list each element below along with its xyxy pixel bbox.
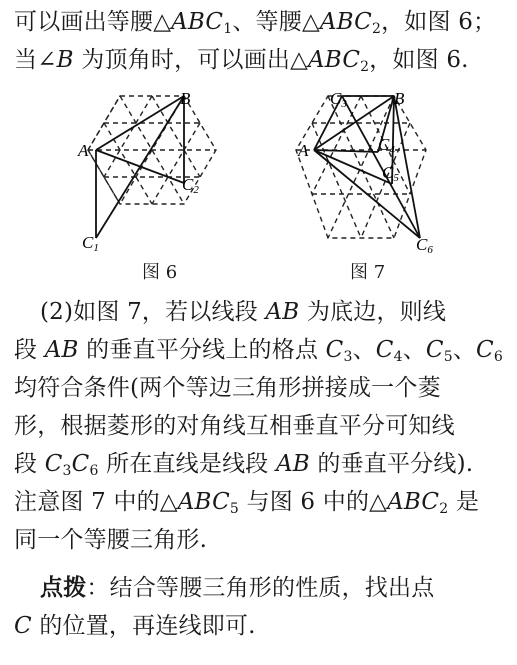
fig7-label-B: B (394, 89, 405, 108)
text-line-10 (40, 572, 506, 604)
figure-6-caption: 图 6 (142, 262, 178, 283)
fig6-label-C1: C1 (82, 233, 99, 254)
text-line-2 (14, 44, 506, 76)
figure-6 (80, 88, 240, 258)
fig7-label-C3: C3 (330, 89, 347, 110)
figure-7 (282, 88, 452, 258)
text-line-5: 均符合条件(两个等边三角形拼接成一个菱 (14, 375, 441, 401)
line-2-text: 当∠B 为顶角时，可以画出$\triangle ABC_2$，如图 6. (14, 47, 469, 75)
fig6-label-B: B (180, 89, 191, 108)
text-line-8 (14, 486, 506, 518)
text-line-1 (14, 6, 506, 38)
tip-text: ：结合等腰三角形的性质，找出点 (86, 575, 435, 601)
fig7-label-C6: C6 (416, 235, 433, 256)
fig6-label-A: A (78, 141, 89, 160)
line-4-text: 段 AB 的垂直平分线上的格点 $C_3$、$C_4$、$C_5$、$C_6$ (14, 337, 503, 365)
fig6-label-C2: C2 (182, 175, 199, 196)
fig7-label-C4: C4 (378, 135, 395, 156)
line-1-text: 可以画出等腰$\triangle ABC_1$、等腰$\triangle ABC_2$，如图 6； (14, 9, 497, 37)
line-3-text: (2)如图 7，若以线段 AB 为底边，则线 (40, 299, 447, 325)
text-line-3 (40, 296, 506, 328)
fig7-label-A: A (298, 141, 309, 160)
text-line-11 (14, 610, 506, 642)
text-line-9: 同一个等腰三角形. (14, 527, 208, 553)
tip-label: 点拨 (40, 575, 87, 601)
figure-7-caption: 图 7 (350, 262, 386, 283)
line-7-text: 段 $C_3C_6$ 所在直线是线段 AB 的垂直平分线). (14, 451, 474, 479)
fig7-label-C5: C5 (382, 163, 399, 184)
text-line-6: 形，根据菱形的对角线互相垂直平分可知线 (14, 413, 455, 439)
fig7-triangles (314, 96, 420, 238)
line-11-text: C 的位置，再连线即可. (14, 613, 256, 639)
line-8-text: 注意图 7 中的$\triangle ABC_5$ 与图 6 中的$\triangle ABC_2$ 是 (14, 489, 480, 517)
text-line-4 (14, 334, 506, 366)
text-line-7 (14, 448, 506, 480)
